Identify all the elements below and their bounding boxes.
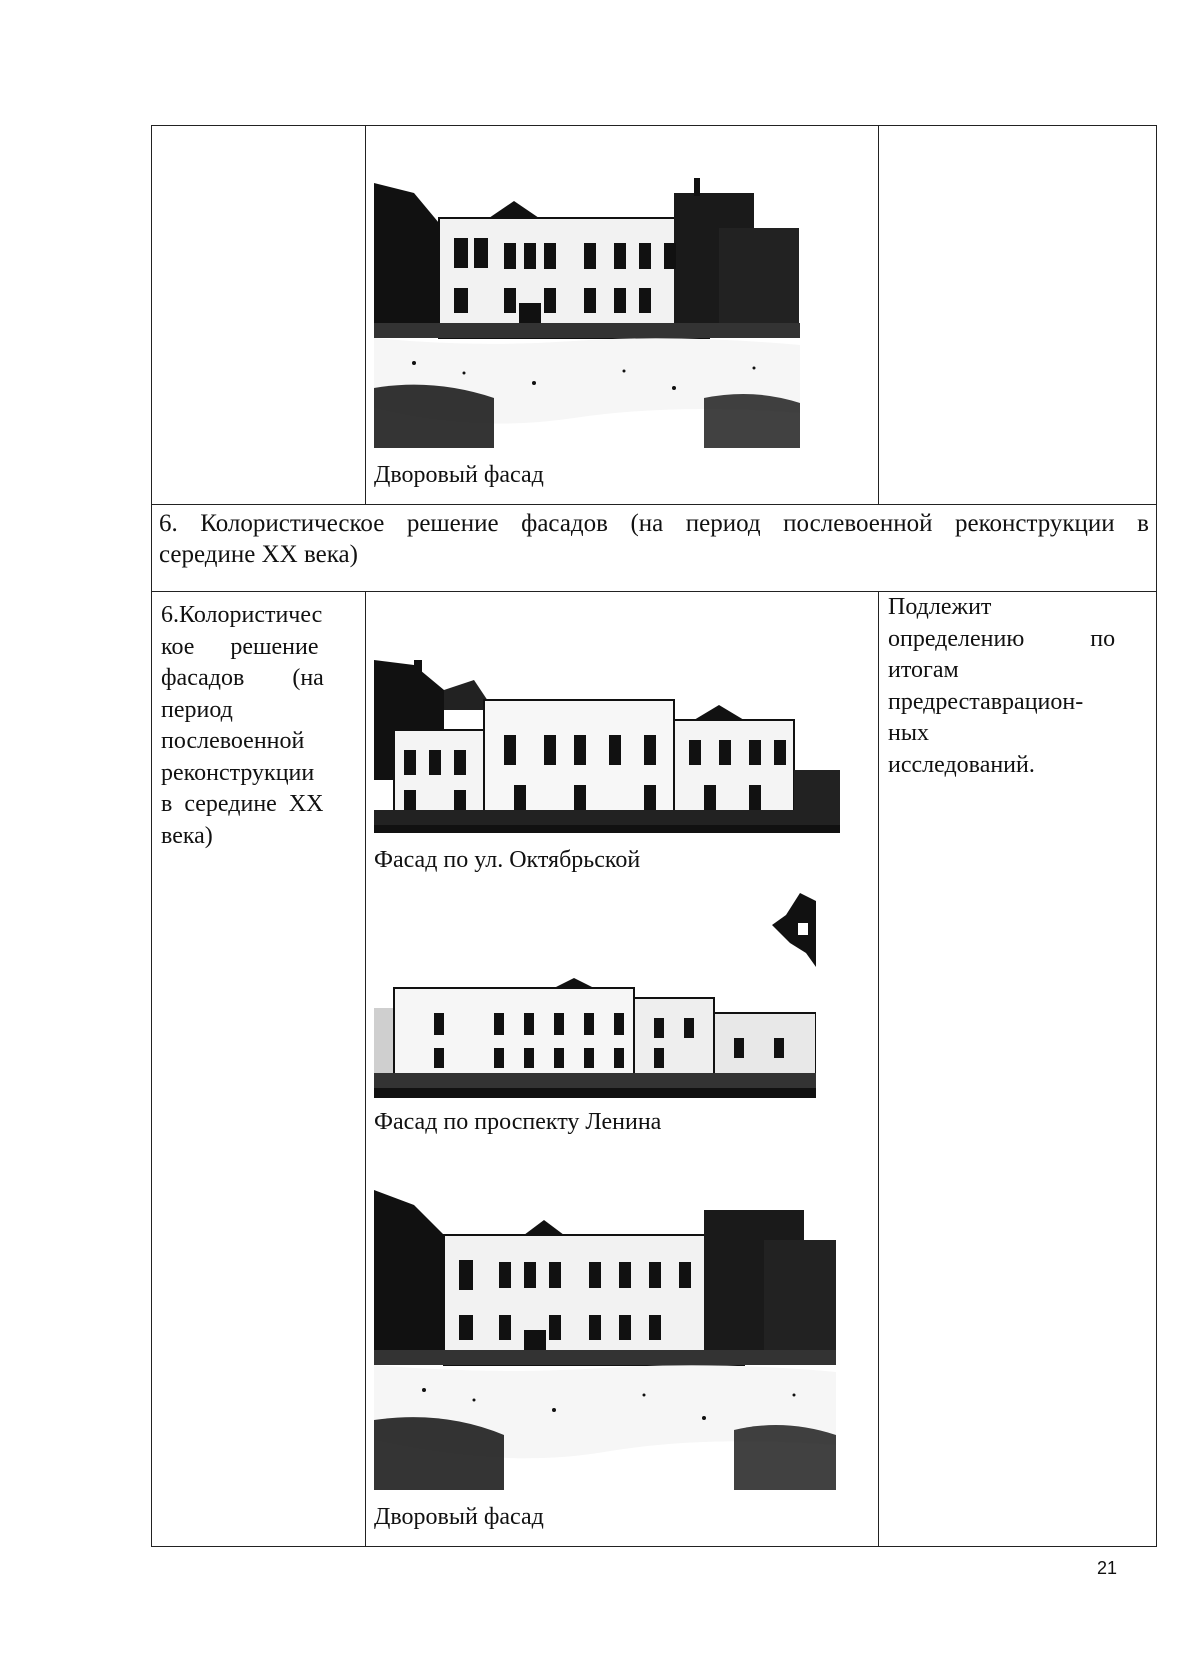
right-cell-description: [888, 592, 1150, 781]
decorative-mark-icon: [772, 893, 816, 967]
right-cell-line-3: итогам: [888, 657, 959, 683]
left-cell-line-3: фасадов (на: [161, 665, 324, 691]
photo-1-caption: Фасад по ул. Октябрьской: [374, 847, 641, 873]
oktyabrskaya-facade-photo: [374, 660, 840, 833]
left-cell-line-7: в середине XX: [161, 791, 324, 817]
left-cell-description: [161, 600, 354, 852]
section-header-text: [159, 508, 1149, 570]
top-row-right-cell: [878, 125, 1157, 505]
section-header-line-1: 6. Колористическое решение фасадов (на период послевоенной реконструкции в: [159, 510, 1149, 537]
courtyard-facade-photo-top: [374, 173, 800, 448]
right-cell-line-1: Подлежит: [888, 594, 992, 620]
photo-3-caption: Дворовый фасад: [374, 1504, 544, 1530]
section-header-line-2: середине XX века): [159, 541, 358, 568]
right-cell-line-4: предреставрацион-: [888, 688, 1084, 715]
right-cell-line-5: ных: [888, 720, 929, 746]
left-cell-line-8: века): [161, 822, 213, 849]
right-cell-line-2: определению по: [888, 625, 1116, 652]
top-row-left-cell: [151, 125, 366, 505]
left-cell-line-5: послевоенной: [161, 728, 305, 754]
right-cell-line-6: исследований.: [888, 751, 1035, 778]
courtyard-facade-photo: [374, 1190, 836, 1490]
photo-2-caption: Фасад по проспекту Ленина: [374, 1109, 662, 1135]
left-cell-line-1: 6.Колористичес: [161, 602, 323, 628]
left-cell-line-4: период: [161, 696, 233, 723]
lenin-avenue-facade-photo: [374, 968, 816, 1098]
left-cell-line-6: реконструкции: [161, 759, 315, 786]
left-cell-line-2: кое решение: [161, 633, 319, 660]
page-number: 21: [1097, 1558, 1118, 1578]
top-photo-caption: Дворовый фасад: [374, 462, 544, 488]
